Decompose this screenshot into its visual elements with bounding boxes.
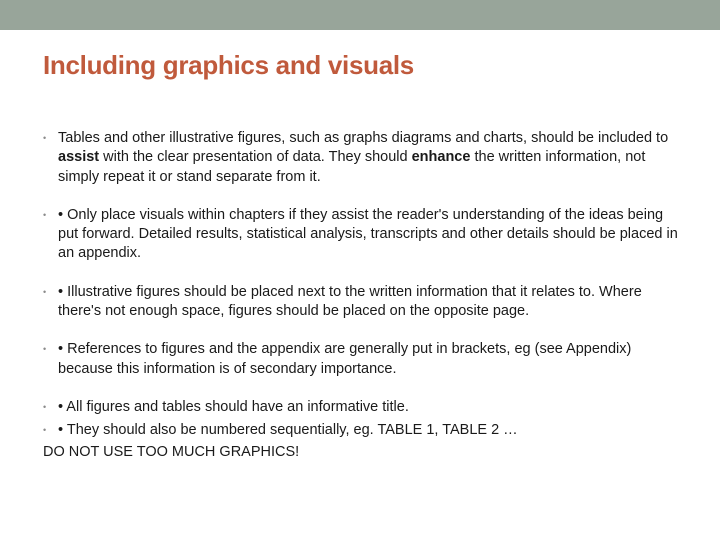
slide-title: Including graphics and visuals — [43, 50, 414, 80]
bullet-text: • They should also be numbered sequentially, eg. TABLE 1, TABLE 2 … — [58, 422, 518, 439]
emphasis-enhance: enhance — [411, 149, 471, 166]
bullet-dot: • — [43, 209, 47, 220]
bullet-item-6 — [43, 421, 683, 440]
bullet-item-2 — [43, 206, 683, 264]
bullet-dot: • — [43, 286, 47, 297]
bullet-item-3 — [43, 283, 683, 322]
bullet-dot: • — [43, 425, 47, 436]
bullet-item-1 — [43, 129, 683, 187]
bullet-dot: • — [43, 133, 47, 143]
bullet-text: • All figures and tables should have an informative title. — [58, 398, 409, 415]
bullet-text: • Only place visuals within chapters if they assist the reader's understanding of the ideas being put forward. Detailed results, statistical analysis, transcripts and other details should be placed in an appendix. — [58, 206, 678, 262]
bullet-item-5 — [43, 398, 683, 417]
bullet-text: Tables and other illustrative figures, such as graphs diagrams and charts, should be included to assist with the clear presentation of data. They should enhance the written information, not simply repeat it or stand separate from it. — [58, 130, 669, 185]
slide-header-bar — [0, 0, 720, 30]
emphasis-assist: assist — [58, 149, 100, 166]
bullet-text: • References to figures and the appendix are generally put in brackets, eg (see Appendix) because this information is of secondary importance. — [58, 341, 632, 377]
bullet-dot: • — [43, 401, 47, 412]
bullet-item-4 — [43, 340, 683, 379]
closing-statement: DO NOT USE TOO MUCH GRAPHICS! — [43, 443, 300, 460]
bullet-dot: • — [43, 344, 47, 355]
bullet-text: • Illustrative figures should be placed next to the written information that it relates to. Where there's not enough space, figures should be placed on the opposite page. — [58, 283, 642, 320]
slide-body — [43, 129, 683, 462]
